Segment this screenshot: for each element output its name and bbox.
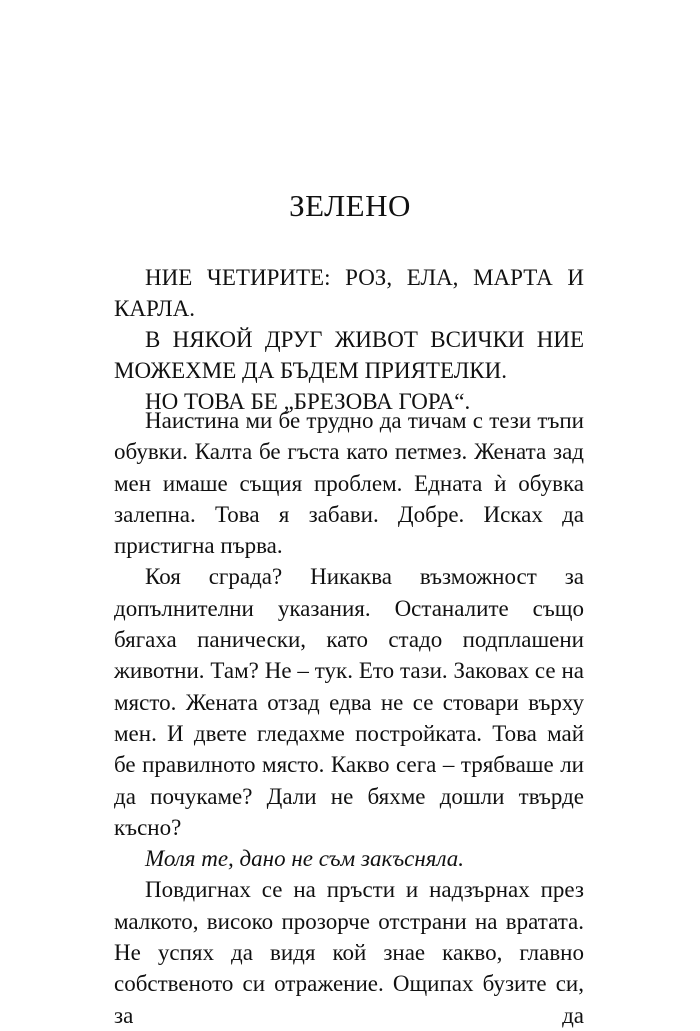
italic-thought: Моля те, дано не съм закъсняла. (145, 846, 465, 872)
body-paragraph: Повдигнах се на пръсти и надзърнах през малкото, високо прозорче отстрани на вратата. Не успях да видя кой знае какво, главно собственото си отражение. Ощипах бузите си, за да (114, 877, 584, 1028)
body-paragraph: Коя сграда? Никаква възможност за допълнителни указания. Останалите също бягаха панически, като стадо подплашени животни. Там? Не – тук. Ето тази. Заковах се на място. Жената отзад едва не се стовари върху мен. И двете гледахме постройката. Това май бе правилното място. Какво сега – трябваше ли да почукаме? Дали не бяхме дошли твърде късно? (114, 564, 584, 840)
body-text (114, 405, 584, 1031)
intro-paragraph: НИЕ ЧЕТИРИТЕ: РОЗ, ЕЛА, МАРТА И КАРЛА. (114, 265, 584, 321)
intro-paragraph: В НЯКОЙ ДРУГ ЖИВОТ ВСИЧКИ НИЕ МОЖЕХМЕ ДА БЪДЕМ ПРИЯТЕЛКИ. (114, 327, 584, 383)
intro-paragraph: НО ТОВА БЕ „БРЕЗОВА ГОРА“. (145, 389, 471, 414)
chapter-title: ЗЕЛЕНО (289, 188, 411, 223)
intro-block (114, 262, 584, 417)
body-paragraph: Наистина ми бе трудно да тичам с тези тъпи обувки. Калта бе гъста като петмез. Жената зад мен имаше същия проблем. Едната ѝ обувка залепна. Това я забави. Добре. Исках да пристигна първа. (114, 408, 584, 559)
